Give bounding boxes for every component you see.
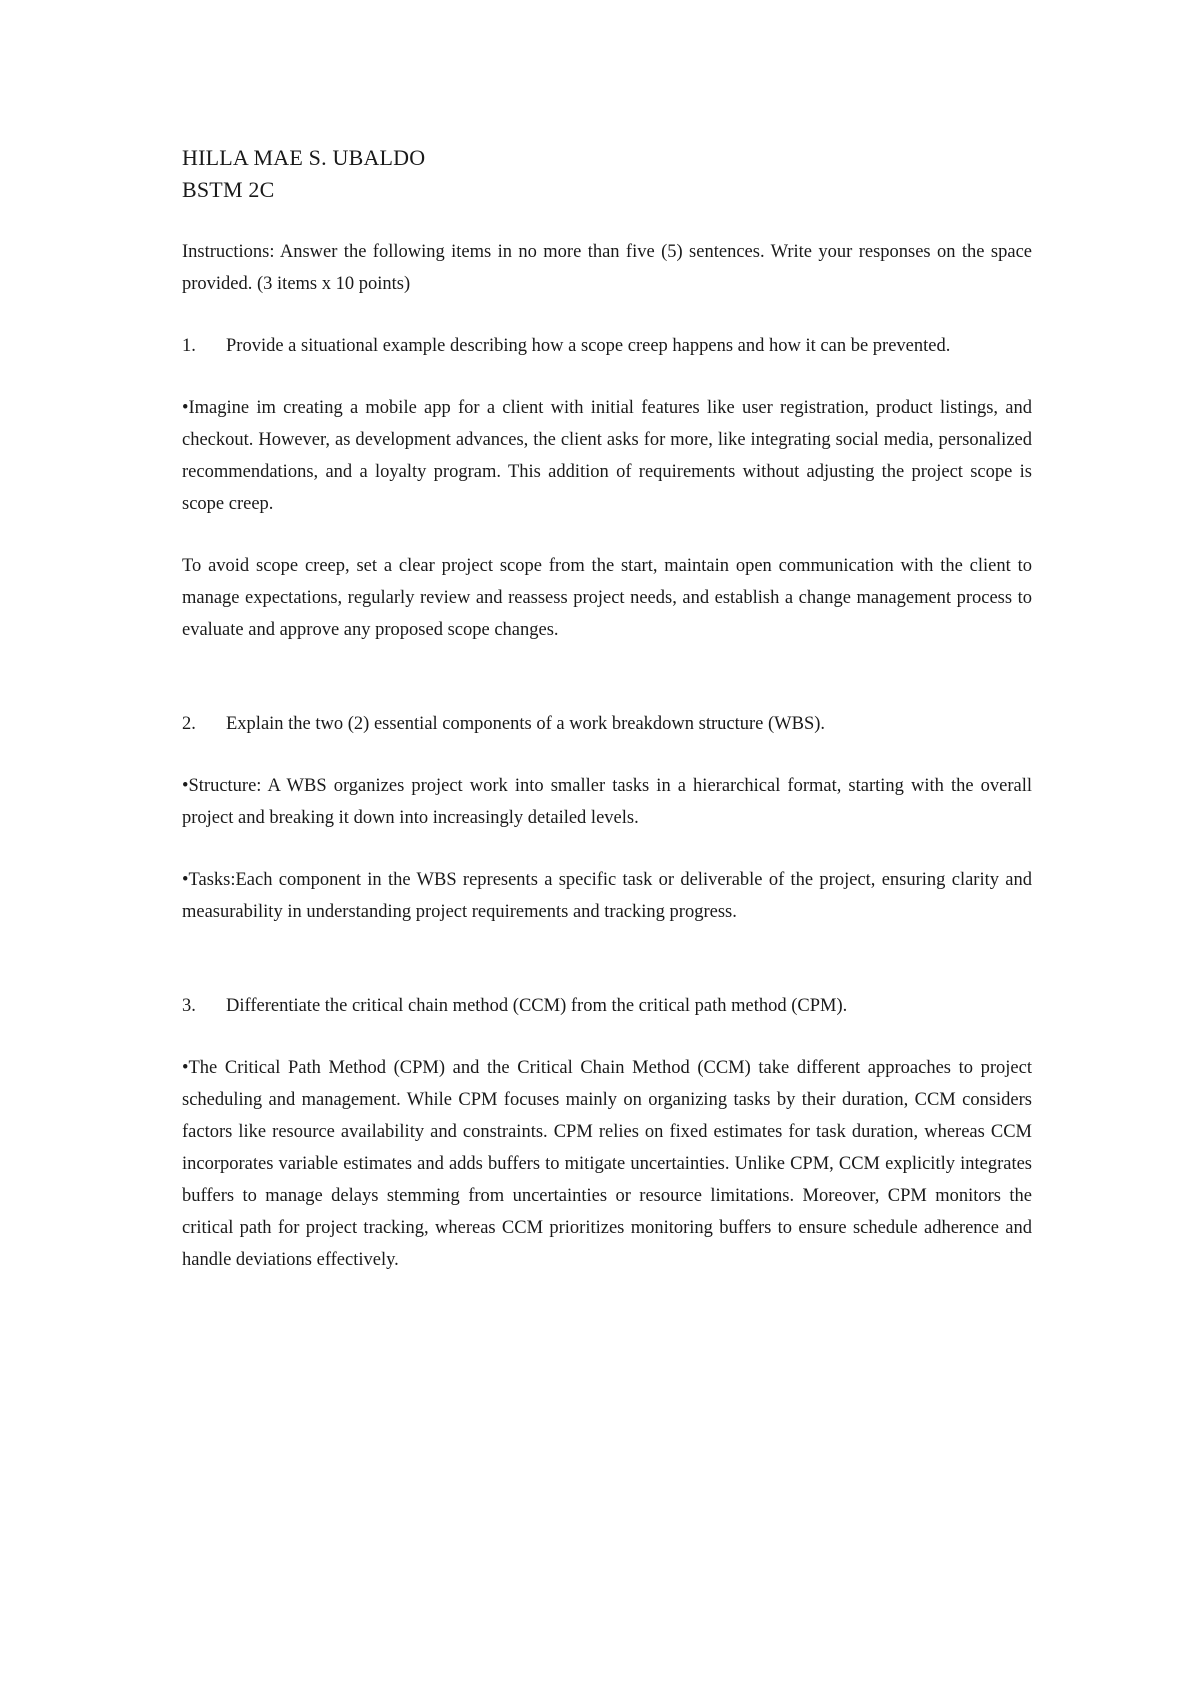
question-3-number: 3.: [182, 996, 196, 1016]
question-1-number: 1.: [182, 336, 196, 356]
student-name: HILLA MAE S. UBALDO: [182, 145, 426, 170]
question-3: [182, 990, 1032, 1022]
question-3-answer-1: •The Critical Path Method (CPM) and the Critical Chain Method (CCM) take different approaches to project scheduling and management. While CPM focuses mainly on organizing tasks by their duration, CCM considers factors like resource availability and constraints. CPM relies on fixed estimates for task duration, whereas CCM incorporates variable estimates and adds buffers to mitigate uncertainties. Unlike CPM, CCM explicitly integrates buffers to manage delays stemming from uncertainties or resource limitations. Moreover, CPM monitors the critical path for project tracking, whereas CCM prioritizes monitoring buffers to ensure schedule adherence and handle deviations effectively.: [182, 1058, 1032, 1270]
question-2-answer-1: •Structure: A WBS organizes project work into smaller tasks in a hierarchical format, starting with the overall project and breaking it down into increasingly detailed levels.: [182, 776, 1032, 828]
question-1: [182, 330, 1032, 362]
question-3-text: Differentiate the critical chain method (CCM) from the critical path method (CPM).: [226, 996, 848, 1016]
student-section: BSTM 2C: [182, 177, 275, 202]
student-header: [182, 142, 1032, 206]
instructions-text: Instructions: Answer the following items in no more than five (5) sentences. Write your responses on the space provided. (3 items x 10 points): [182, 242, 1032, 294]
question-2-text: Explain the two (2) essential components of a work breakdown structure (WBS).: [226, 714, 826, 734]
question-2: [182, 708, 1032, 740]
question-2-answer-2: •Tasks:Each component in the WBS represents a specific task or deliverable of the project, ensuring clarity and measurability in understanding project requirements and tracking progress.: [182, 870, 1032, 922]
question-2-number: 2.: [182, 714, 196, 734]
question-1-text: Provide a situational example describing how a scope creep happens and how it can be prevented.: [226, 336, 951, 356]
question-1-answer-2: To avoid scope creep, set a clear project scope from the start, maintain open communication with the client to manage expectations, regularly review and reassess project needs, and establish a change management process to evaluate and approve any proposed scope changes.: [182, 556, 1032, 640]
question-1-answer-1: •Imagine im creating a mobile app for a client with initial features like user registration, product listings, and checkout. However, as development advances, the client asks for more, like integrating social media, personalized recommendations, and a loyalty program. This addition of requirements without adjusting the project scope is scope creep.: [182, 398, 1032, 514]
document-page: [182, 142, 1032, 1276]
